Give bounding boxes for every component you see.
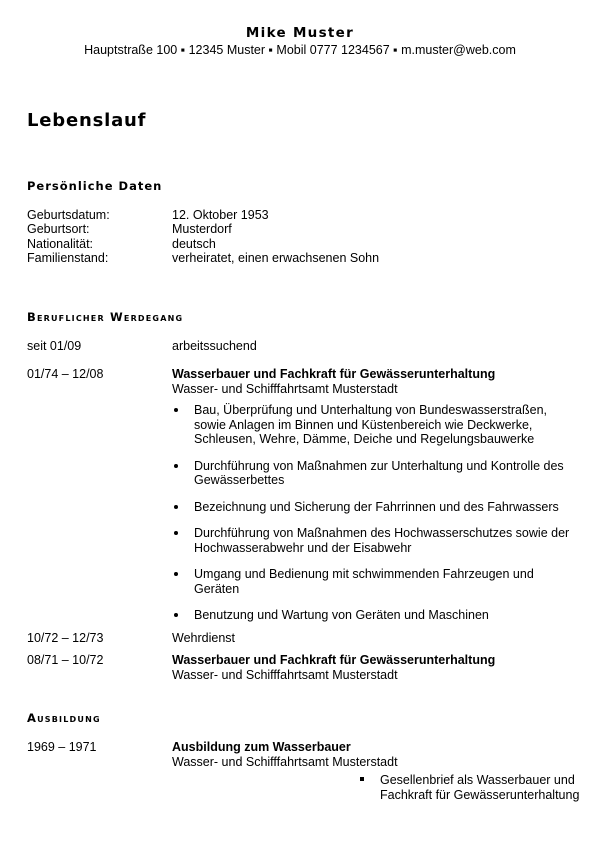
bullet-icon bbox=[174, 531, 178, 535]
list-item bbox=[172, 608, 582, 623]
personal-value: 12. Oktober 1953 bbox=[172, 208, 269, 222]
career-title: arbeitssuchend bbox=[172, 339, 257, 353]
career-employer: Wasser- und Schifffahrtsamt Musterstadt bbox=[172, 668, 398, 682]
education-institution: Wasser- und Schifffahrtsamt Musterstadt bbox=[172, 755, 398, 769]
applicant-name: Mike Muster bbox=[245, 25, 355, 41]
career-period: 08/71 – 10/72 bbox=[27, 653, 104, 667]
section-title-education: Ausbildung bbox=[27, 711, 101, 725]
career-period: 10/72 – 12/73 bbox=[27, 631, 104, 645]
bullet-icon bbox=[174, 505, 178, 509]
bullet-icon bbox=[174, 464, 178, 468]
career-title: Wehrdienst bbox=[172, 631, 235, 645]
personal-label: Nationalität: bbox=[27, 237, 94, 251]
list-item bbox=[172, 459, 582, 488]
career-period: 01/74 – 12/08 bbox=[27, 367, 104, 381]
section-title-personal: Persönliche Daten bbox=[27, 179, 163, 193]
career-period: seit 01/09 bbox=[27, 339, 82, 353]
list-item bbox=[360, 773, 600, 802]
education-period: 1969 – 1971 bbox=[27, 740, 97, 754]
personal-value: deutsch bbox=[172, 237, 216, 251]
career-title: Wasserbauer und Fachkraft für Gewässerunterhaltung bbox=[172, 653, 496, 667]
square-bullet-icon bbox=[360, 777, 364, 781]
task-text: Bau, Überprüfung und Unterhaltung von Bundeswasserstraßen, sowie Anlagen im Binnen und Küstenbereich wie Deckwerke, Schleusen, Wehre, Dämme, Deiche und Regelungsbauwerke bbox=[194, 403, 547, 446]
personal-label: Familienstand: bbox=[27, 251, 109, 265]
bullet-icon bbox=[174, 613, 178, 617]
list-item bbox=[172, 567, 582, 596]
education-title: Ausbildung zum Wasserbauer bbox=[172, 740, 351, 754]
task-text: Bezeichnung und Sicherung der Fahrrinnen und des Fahrwassers bbox=[194, 499, 559, 514]
career-task-list bbox=[172, 403, 582, 623]
task-text: Umgang und Bedienung mit schwimmenden Fahrzeugen und Geräten bbox=[194, 567, 534, 596]
personal-value: Musterdorf bbox=[172, 222, 232, 236]
section-title-career: Beruflicher Werdegang bbox=[27, 310, 184, 324]
list-item bbox=[172, 403, 582, 447]
task-text: Durchführung von Maßnahmen zur Unterhaltung und Kontrolle des Gewässerbettes bbox=[194, 458, 564, 487]
bullet-icon bbox=[174, 408, 178, 412]
list-item bbox=[172, 526, 582, 555]
education-detail: Gesellenbrief als Wasserbauer und Fachkraft für Gewässerunterhaltung bbox=[380, 773, 580, 802]
task-text: Durchführung von Maßnahmen des Hochwasserschutzes sowie der Hochwasserabwehr und der Eisabwehr bbox=[194, 526, 570, 555]
task-text: Benutzung und Wartung von Geräten und Maschinen bbox=[194, 608, 489, 622]
contact-line: Hauptstraße 100 ▪ 12345 Muster ▪ Mobil 0777 1234567 ▪ m.muster@web.com bbox=[84, 43, 516, 57]
bullet-icon bbox=[174, 572, 178, 576]
career-title: Wasserbauer und Fachkraft für Gewässerunterhaltung bbox=[172, 367, 496, 381]
career-employer: Wasser- und Schifffahrtsamt Musterstadt bbox=[172, 382, 398, 396]
personal-label: Geburtsort: bbox=[27, 222, 90, 236]
document-title: Lebenslauf bbox=[27, 110, 147, 131]
personal-label: Geburtsdatum: bbox=[27, 208, 110, 222]
list-item bbox=[172, 500, 582, 515]
personal-value: verheiratet, einen erwachsenen Sohn bbox=[172, 251, 380, 265]
